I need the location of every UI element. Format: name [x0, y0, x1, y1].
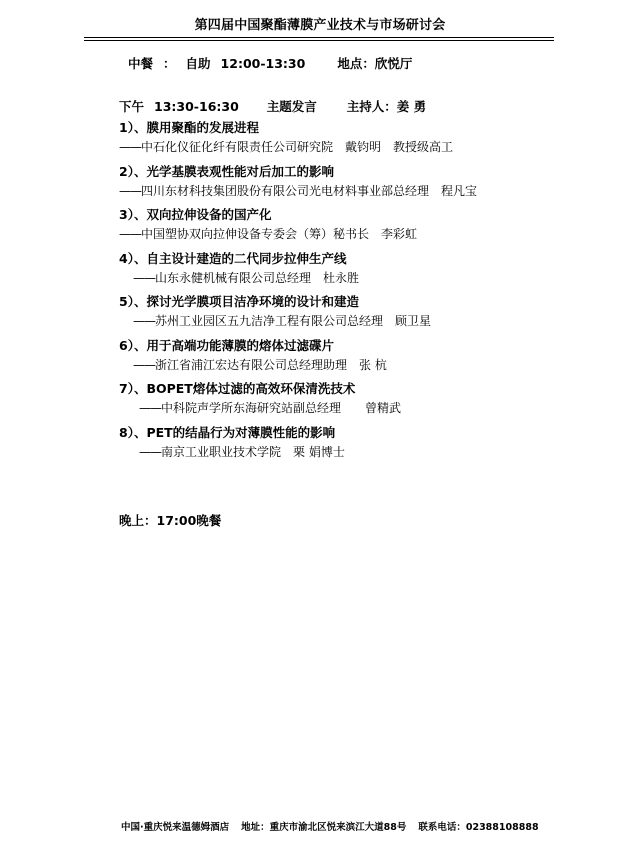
talk-speaker [119, 181, 599, 201]
speaker-text: 中国塑协双向拉伸设备专委会（筹）秘书长 李彩虹 [141, 227, 418, 241]
talk-item [119, 163, 599, 207]
talk-item [119, 119, 599, 163]
talk-list [119, 119, 599, 467]
header-rule-bottom [84, 40, 554, 41]
afternoon-session-line [119, 97, 426, 115]
talk-speaker [119, 311, 599, 331]
speaker-text: 南京工业职业技术学院 栗 娟博士 [161, 444, 345, 459]
talk-title: 5）、探讨光学膜项目洁净环境的设计和建造 [119, 294, 359, 309]
talk-title: 1）、膜用聚酯的发展进程 [119, 120, 259, 135]
talk-speaker [119, 137, 599, 157]
session-host: 主持人：姜 勇 [346, 99, 427, 114]
lunch-time: 12:00-13:30 [220, 56, 306, 71]
dash: —— [133, 270, 155, 285]
talk-speaker [119, 355, 599, 375]
footer-address: 地址：重庆市渝北区悦来滨江大道88号 [241, 822, 407, 833]
lunch-label: 中餐 [128, 56, 154, 71]
speaker-text: 中石化仪征化纤有限责任公司研究院 戴钧明 教授级高工 [141, 140, 454, 154]
footer-phone: 联系电话：02388108888 [418, 822, 539, 833]
talk-title: 4）、自主设计建造的二代同步拉伸生产线 [119, 250, 347, 266]
speaker-text: 中科院声学所东海研究站副总经理 曾精武 [161, 401, 402, 415]
dash: —— [139, 401, 161, 415]
lunch-location: 地点：欣悦厅 [337, 56, 413, 71]
dash: —— [119, 140, 141, 154]
lunch-type: 自助 [185, 56, 211, 71]
talk-item [119, 337, 599, 381]
talk-speaker [119, 442, 599, 462]
speaker-text: 四川东材科技集团股份有限公司光电材料事业部总经理 程凡宝 [141, 183, 478, 198]
dash: —— [133, 357, 155, 372]
talk-speaker [119, 268, 599, 288]
talk-title: 6）、用于高端功能薄膜的熔体过滤碟片 [119, 337, 334, 353]
session-period: 下午 [119, 99, 145, 114]
dash: —— [119, 227, 141, 241]
talk-item [119, 424, 599, 468]
talk-title: 8）、PET的结晶行为对薄膜性能的影响 [119, 424, 336, 440]
talk-title: 2）、光学基膜表观性能对后加工的影响 [119, 163, 334, 179]
dash: —— [139, 444, 161, 459]
footer-venue: 中国·重庆悦来温德姆酒店 [121, 822, 230, 833]
evening-dinner: 晚上：17:00晚餐 [119, 513, 222, 528]
speaker-text: 山东永健机械有限公司总经理 杜永胜 [155, 270, 360, 285]
header-rule-top [84, 37, 554, 38]
talk-title: 3）、双向拉伸设备的国产化 [119, 207, 272, 222]
session-time: 13:30-16:30 [154, 99, 239, 114]
talk-speaker [119, 224, 599, 244]
dash: —— [133, 314, 155, 328]
talk-item [119, 206, 599, 250]
speaker-text: 苏州工业园区五九洁净工程有限公司总经理 顾卫星 [155, 314, 432, 328]
talk-item [119, 293, 599, 337]
talk-item [119, 250, 599, 294]
talk-title: 7）、BOPET熔体过滤的高效环保清洗技术 [119, 381, 356, 396]
lunch-line [128, 54, 412, 72]
talk-item [119, 380, 599, 424]
talk-speaker [119, 398, 599, 418]
session-topic: 主题发言 [266, 99, 317, 114]
dash: —— [119, 183, 141, 198]
footer [121, 819, 539, 833]
document-title: 第四届中国聚酯薄膜产业技术与市场研讨会 [194, 18, 446, 33]
lunch-colon: ： [163, 56, 176, 71]
speaker-text: 浙江省浦江宏达有限公司总经理助理 张 杭 [155, 357, 387, 372]
